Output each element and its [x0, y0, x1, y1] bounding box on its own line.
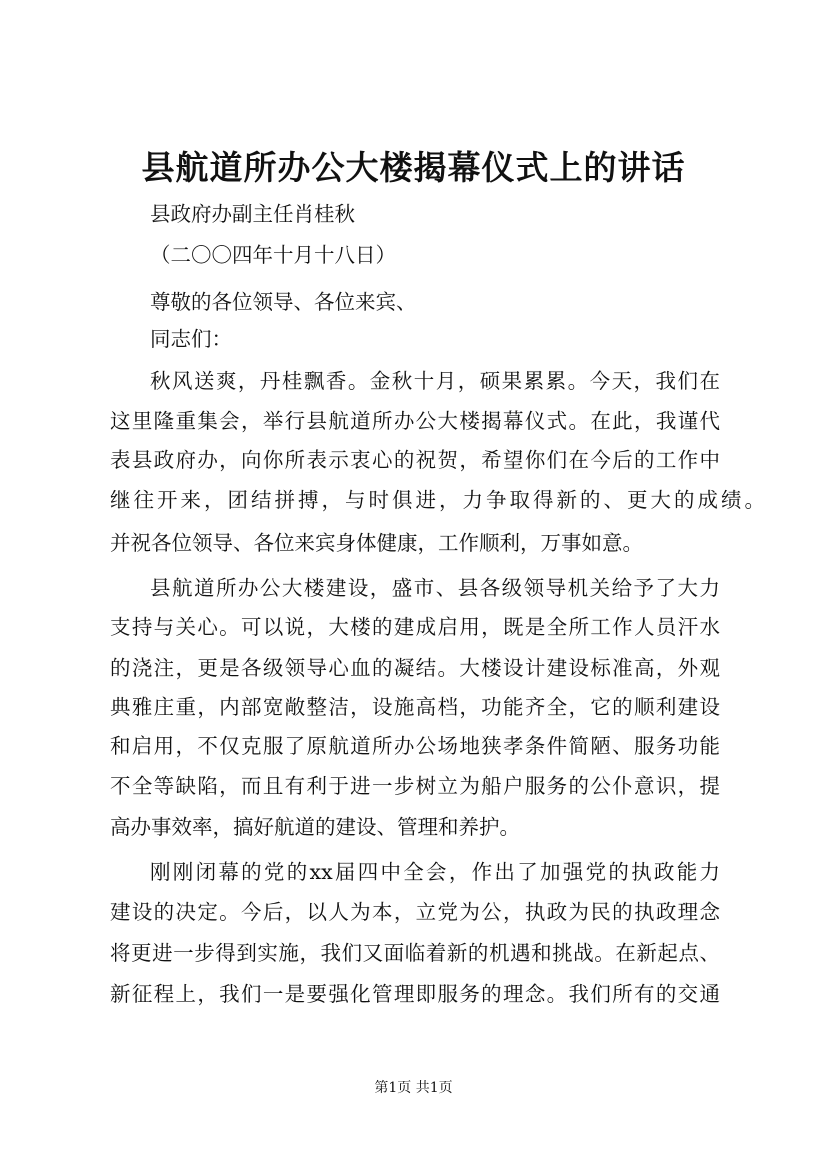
paragraph-line: 典雅庄重，内部宽敞整洁，设施高档，功能齐全，它的顺利建设 [110, 695, 720, 719]
paragraph-line: 表县政府办，向你所表示衷心的祝贺，希望你们在今后的工作中 [110, 448, 720, 472]
paragraph-line: 继往开来，团结拼搏，与时俱进，力争取得新的、更大的成绩。 [110, 488, 765, 512]
paragraph-line: 的浇注，更是各级领导心血的凝结。大楼设计建设标准高，外观 [110, 656, 720, 680]
paragraph-line: 高办事效率，搞好航道的建设、管理和养护。 [110, 815, 520, 839]
page-number: 第1页 共1页 [374, 1080, 453, 1096]
paragraph-line: 建设的决定。今后，以人为本，立党为公，执政为民的执政理念 [110, 900, 720, 924]
paragraph-line: 和启用，不仅克服了原航道所办公场地狭孝条件简陋、服务功能 [110, 734, 720, 758]
paragraph-line: 支持与关心。可以说，大楼的建成启用，既是全所工作人员汗水 [110, 615, 720, 639]
paragraph-line: 秋风送爽，丹桂飘香。金秋十月，硕果累累。今天，我们在 [150, 369, 720, 393]
date-line: （二〇〇四年十月十八日） [150, 243, 396, 267]
paragraph-line: 不全等缺陷，而且有利于进一步树立为船户服务的公仆意识，提 [110, 774, 720, 798]
paragraph-line: 并祝各位领导、各位来宾身体健康，工作顺利，万事如意。 [110, 531, 643, 555]
paragraph-line: 刚刚闭幕的党的xx届四中全会，作出了加强党的执政能力 [150, 860, 720, 884]
paragraph-line: 新征程上，我们一是要强化管理即服务的理念。我们所有的交通 [110, 982, 720, 1006]
document-title: 县航道所办公大楼揭幕仪式上的讲话 [141, 148, 686, 187]
paragraph-line: 这里隆重集会，举行县航道所办公大楼揭幕仪式。在此，我谨代 [110, 409, 720, 433]
salutation-line: 尊敬的各位领导、各位来宾、 [150, 290, 417, 314]
paragraph-line: 将更进一步得到实施，我们又面临着新的机遇和挑战。在新起点、 [110, 941, 720, 965]
paragraph-line: 县航道所办公大楼建设，盛市、县各级领导机关给予了大力 [150, 576, 720, 600]
author-line: 县政府办副主任肖桂秋 [150, 202, 355, 226]
salutation-line: 同志们： [150, 327, 232, 351]
